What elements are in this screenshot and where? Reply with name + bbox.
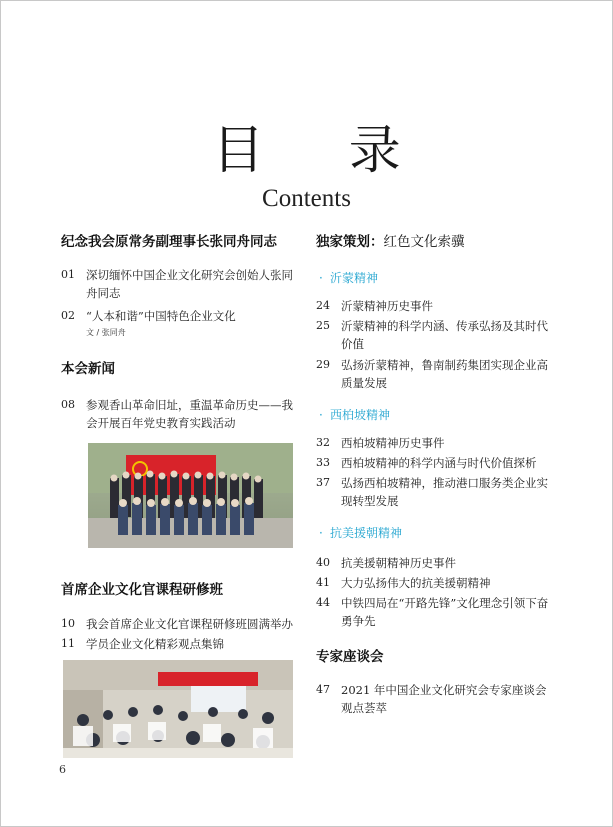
- entry-title: 我会首席企业文化官课程研修班圆满举办: [86, 617, 293, 631]
- entry-page: 11: [61, 637, 75, 650]
- group-heading: [316, 269, 556, 287]
- section-heading-rest: 红色文化索骥: [383, 234, 465, 250]
- section-heading: 首席企业文化官课程研修班: [61, 582, 223, 598]
- entry-page: 37: [316, 476, 330, 489]
- entry-page: 33: [316, 456, 330, 469]
- page-subtitle: Contents: [262, 185, 351, 212]
- right-column: [316, 232, 556, 717]
- toc-entry[interactable]: [316, 554, 556, 572]
- group-heading: [316, 524, 556, 542]
- toc-entry[interactable]: [61, 396, 297, 432]
- bullet-icon: ·: [319, 271, 323, 285]
- section-heading: 本会新闻: [61, 361, 115, 377]
- toc-entry[interactable]: [316, 454, 556, 472]
- left-column-lower: [61, 580, 297, 653]
- entry-title: 2021 年中国企业文化研究会专家座谈会观点荟萃: [341, 683, 547, 715]
- toc-entry[interactable]: [316, 356, 556, 392]
- bullet-icon: ·: [319, 526, 323, 540]
- entry-page: 47: [316, 683, 330, 696]
- page-number: 6: [59, 763, 66, 776]
- entry-page: 32: [316, 436, 330, 449]
- group-heading-label: 抗美援朝精神: [330, 526, 403, 540]
- toc-entry[interactable]: [316, 594, 556, 630]
- entry-title: “人本和谐”中国特色企业文化: [86, 309, 236, 323]
- entry-title: 沂蒙精神的科学内涵、传承弘扬及其时代价值: [341, 319, 548, 351]
- entry-title: 大力弘扬伟大的抗美援朝精神: [341, 576, 491, 590]
- entry-title: 抗美援朝精神历史事件: [341, 556, 456, 570]
- entry-page: 40: [316, 556, 330, 569]
- toc-entry[interactable]: [316, 681, 556, 717]
- entry-page: 25: [316, 319, 330, 332]
- section-heading-bold: 独家策划：: [316, 234, 384, 250]
- entry-title: 学员企业文化精彩观点集锦: [86, 637, 224, 651]
- entry-page: 44: [316, 596, 330, 609]
- toc-entry[interactable]: [316, 574, 556, 592]
- entry-title: 西柏坡精神的科学内涵与时代价值探析: [341, 456, 537, 470]
- entry-page: 29: [316, 358, 330, 371]
- entry-page: 41: [316, 576, 330, 589]
- entry-title: 弘扬沂蒙精神，鲁南制药集团实现企业高质量发展: [341, 358, 548, 390]
- toc-entry[interactable]: [316, 297, 556, 315]
- entry-title: 深切缅怀中国企业文化研究会创始人张同舟同志: [86, 268, 293, 300]
- section-heading: 专家座谈会: [316, 649, 384, 665]
- entry-title: 中铁四局在“开路先锋”文化理念引领下奋勇争先: [341, 596, 549, 628]
- group-heading-label: 沂蒙精神: [330, 271, 379, 285]
- toc-entry[interactable]: [61, 307, 297, 325]
- entry-author: 文 / 张同舟: [86, 328, 126, 337]
- entry-title: 参观香山革命旧址，重温革命历史——我会开展百年党史教育实践活动: [86, 398, 293, 430]
- entry-page: 24: [316, 299, 330, 312]
- left-column: [61, 232, 297, 432]
- group-heading-label: 西柏坡精神: [330, 408, 391, 422]
- toc-entry[interactable]: [61, 635, 297, 653]
- bullet-icon: ·: [319, 408, 323, 422]
- toc-entry[interactable]: [316, 474, 556, 510]
- entry-page: 02: [61, 309, 75, 322]
- toc-entry[interactable]: [316, 434, 556, 452]
- section-heading: 纪念我会原常务副理事长张同舟同志: [61, 234, 277, 250]
- toc-entry[interactable]: [316, 317, 556, 353]
- classroom-photo: [63, 660, 293, 758]
- entry-page: 08: [61, 398, 75, 411]
- entry-page: 10: [61, 617, 75, 630]
- group-heading: [316, 406, 556, 424]
- toc-entry[interactable]: [61, 615, 297, 633]
- group-photo: [88, 443, 293, 548]
- entry-title: 弘扬西柏坡精神，推动港口服务类企业实现转型发展: [341, 476, 548, 508]
- entry-title: 西柏坡精神历史事件: [341, 436, 445, 450]
- entry-title: 沂蒙精神历史事件: [341, 299, 433, 313]
- page-title: 目 录: [212, 121, 435, 181]
- entry-page: 01: [61, 268, 75, 281]
- toc-entry[interactable]: [61, 266, 297, 302]
- section-heading: [316, 232, 556, 252]
